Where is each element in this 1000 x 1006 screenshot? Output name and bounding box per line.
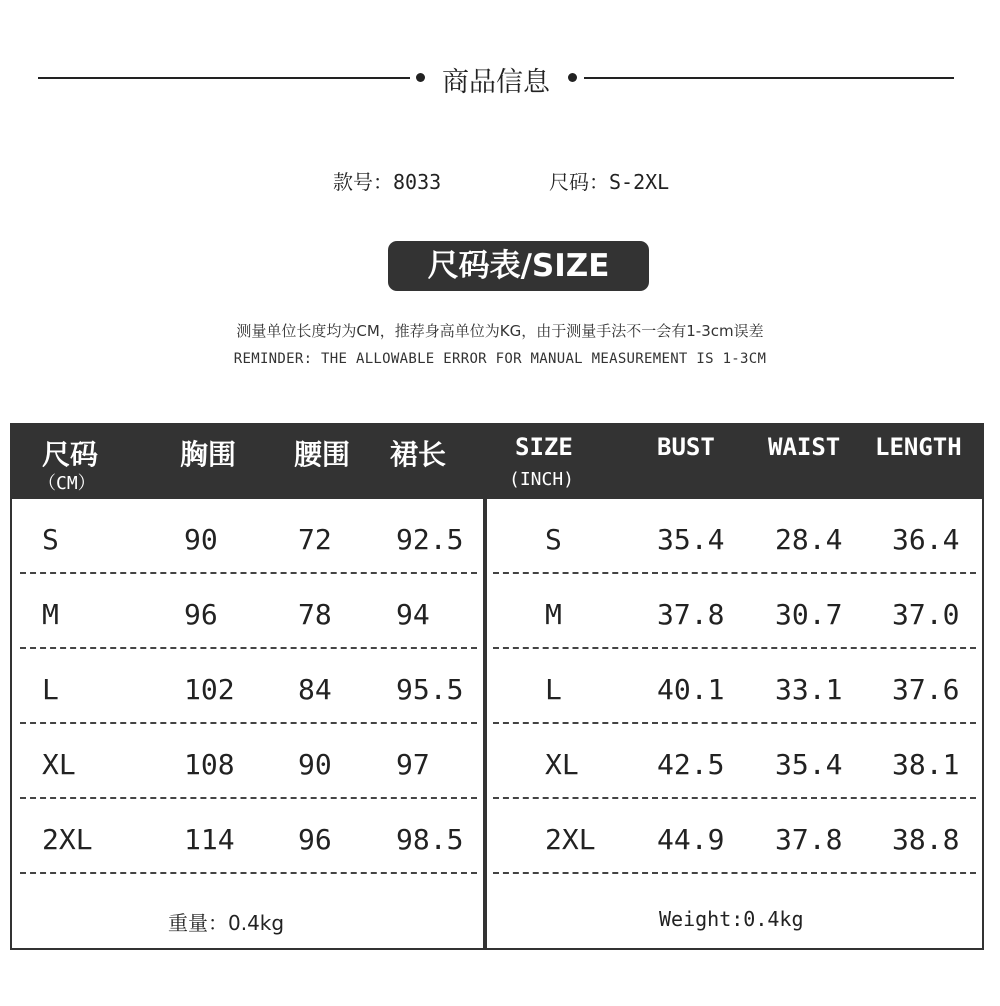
table-row xyxy=(493,799,976,874)
header-bust-en: BUST xyxy=(657,433,715,461)
header-length: 裙长 xyxy=(390,438,447,471)
cell-waist: 90 xyxy=(298,748,332,781)
cell-waist: 35.4 xyxy=(775,748,843,781)
cell-size: 2XL xyxy=(545,823,596,856)
header-unit-cm: （CM） xyxy=(38,473,96,494)
header-unit-inch: (INCH) xyxy=(509,469,575,490)
size-table xyxy=(10,423,984,950)
table-row xyxy=(493,499,976,574)
cell-length: 38.1 xyxy=(892,748,960,781)
cell-size: M xyxy=(42,598,59,631)
title-dot-right xyxy=(568,73,577,82)
cell-size: S xyxy=(545,523,562,556)
weight-inch: Weight:0.4kg xyxy=(659,907,804,931)
header-length-en: LENGTH xyxy=(875,433,962,461)
size-chart-badge: 尺码表/SIZE xyxy=(388,241,649,291)
cell-waist: 30.7 xyxy=(775,598,843,631)
cell-waist: 84 xyxy=(298,673,332,706)
cell-bust: 90 xyxy=(184,523,218,556)
cell-length: 98.5 xyxy=(396,823,464,856)
cell-bust: 37.8 xyxy=(657,598,725,631)
section-title xyxy=(38,56,954,100)
table-row xyxy=(20,724,477,799)
table-header-inch xyxy=(487,425,982,499)
cell-bust: 40.1 xyxy=(657,673,725,706)
header-size-en: SIZE xyxy=(515,433,573,461)
header-waist-en: WAIST xyxy=(768,433,841,461)
cell-size: XL xyxy=(545,748,579,781)
size-table-inch xyxy=(487,425,982,948)
cell-size: 2XL xyxy=(42,823,93,856)
header-size: 尺码 xyxy=(42,438,99,471)
cell-length: 37.6 xyxy=(892,673,960,706)
weight-cm: 重量：0.4kg xyxy=(168,911,285,935)
cell-length: 94 xyxy=(396,598,430,631)
size-range: 尺码：S-2XL xyxy=(549,170,670,194)
cell-length: 37.0 xyxy=(892,598,960,631)
style-number: 款号：8033 xyxy=(333,170,442,194)
header-bust: 胸围 xyxy=(180,438,237,471)
measurement-note-en: REMINDER: THE ALLOWABLE ERROR FOR MANUAL MEASUREMENT IS 1-3CM xyxy=(233,351,767,367)
size-table-cm xyxy=(12,425,483,948)
cell-size: S xyxy=(42,523,59,556)
table-row xyxy=(20,574,477,649)
title-line-left xyxy=(38,77,410,79)
cell-bust: 44.9 xyxy=(657,823,725,856)
table-row xyxy=(493,574,976,649)
cell-length: 92.5 xyxy=(396,523,464,556)
table-row xyxy=(493,649,976,724)
table-row xyxy=(20,649,477,724)
table-row xyxy=(493,724,976,799)
header-waist: 腰围 xyxy=(294,438,351,471)
cell-size: M xyxy=(545,598,562,631)
cell-waist: 78 xyxy=(298,598,332,631)
cell-bust: 96 xyxy=(184,598,218,631)
cell-bust: 114 xyxy=(184,823,235,856)
cell-waist: 72 xyxy=(298,523,332,556)
title-line-right xyxy=(584,77,954,79)
title-dot-left xyxy=(416,73,425,82)
cell-bust: 102 xyxy=(184,673,235,706)
cell-waist: 33.1 xyxy=(775,673,843,706)
cell-bust: 35.4 xyxy=(657,523,725,556)
cell-waist: 96 xyxy=(298,823,332,856)
cell-length: 97 xyxy=(396,748,430,781)
measurement-note-cn: 测量单位长度均为CM，推荐身高单位为KG，由于测量手法不一会有1-3cm误差 xyxy=(236,322,764,340)
cell-size: L xyxy=(545,673,562,706)
cell-length: 36.4 xyxy=(892,523,960,556)
table-header-cm xyxy=(12,425,483,499)
cell-waist: 37.8 xyxy=(775,823,843,856)
cell-size: L xyxy=(42,673,59,706)
cell-size: XL xyxy=(42,748,76,781)
cell-bust: 108 xyxy=(184,748,235,781)
cell-bust: 42.5 xyxy=(657,748,725,781)
cell-length: 38.8 xyxy=(892,823,960,856)
table-row xyxy=(20,799,477,874)
section-title-text: 商品信息 xyxy=(442,67,550,98)
cell-length: 95.5 xyxy=(396,673,464,706)
table-row xyxy=(20,499,477,574)
cell-waist: 28.4 xyxy=(775,523,843,556)
